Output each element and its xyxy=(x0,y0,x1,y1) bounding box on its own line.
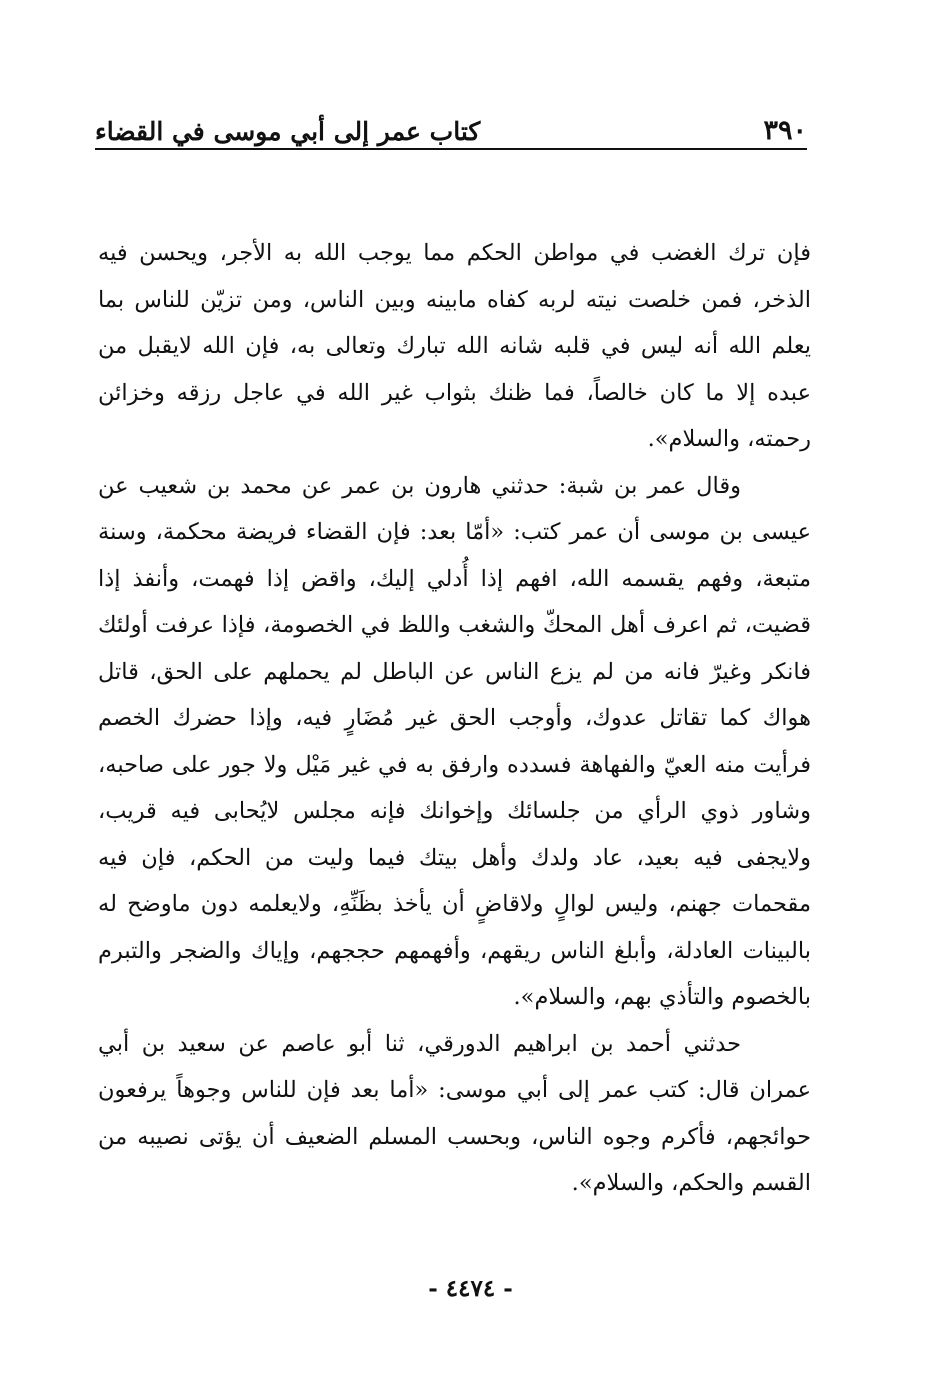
paragraph: فإن ترك الغضب في مواطن الحكم مما يوجب الله به الأجر، ويحسن فيه الذخر، فمن خلصت نيته لربه كفاه مابينه وبين الناس، ومن تزيّن للناس بما يعلم الله أنه ليس في قلبه شانه الله تبارك وتعالى به، فإن الله لايقبل من عبده إلا ما كان خالصاً، فما ظنك بثواب غير الله في عاجل رزقه وخزائن رحمته، والسلام». xyxy=(98,240,811,452)
page-footer-folio: - ٤٤٧٤ - xyxy=(428,1275,513,1302)
paragraph: حدثني أحمد بن ابراهيم الدورقي، ثنا أبو عاصم عن سعيد بن أبي عمران قال: كتب عمر إلى أبي موسى: «أما بعد فإن للناس وجوهاً يرفعون حوائجهم، فأكرم وجوه الناس، وبحسب المسلم الضعيف أن يؤتى نصيبه من القسم والحكم، والسلام». xyxy=(98,1030,811,1196)
page-header xyxy=(95,106,807,150)
paragraph: وقال عمر بن شبة: حدثني هارون بن عمر عن محمد بن شعيب عن عيسى بن موسى أن عمر كتب: «أمّا بعد: فإن القضاء فريضة محكمة، وسنة متبعة، وفهم يقسمه الله، افهم إذا أُدلي إليك، واقض إذا فهمت، وأنفذ إذا قضيت، ثم اعرف أهل المحكّ والشغب واللظ في الخصومة، فإذا عرفت أولئك فانكر وغيرّ فانه من لم يزع الناس عن الباطل لم يحملهم على الحق، قاتل هواك كما تقاتل عدوك، وأوجب الحق غير مُضَارٍ فيه، وإذا حضرك الخصم فرأيت منه العيّ والفهاهة فسدده وارفق به في غير مَيْل ولا جور على صاحبه، وشاور ذوي الرأي من جلسائك وإخوانك فإنه مجلس لايُحابى فيه قريب، ولايجفى فيه بعيد، عاد ولدك وأهل بيتك فيما وليت من الحكم، فإن فيه مقحمات جهنم، وليس لوالٍ ولاقاضٍ أن يأخذ بظَنِّهِ، ولايعلمه دون ماوضح له بالبينات العادلة، وأبلغ الناس ريقهم، وأفهمهم حججهم، وإياك والضجر والتبرم بالخصوم والتأذي بهم، والسلام». xyxy=(98,472,811,1010)
running-title: كتاب عمر إلى أبي موسى في القضاء xyxy=(95,117,481,146)
page-number: ٣٩٠ xyxy=(763,115,807,146)
body-text xyxy=(98,230,811,1207)
